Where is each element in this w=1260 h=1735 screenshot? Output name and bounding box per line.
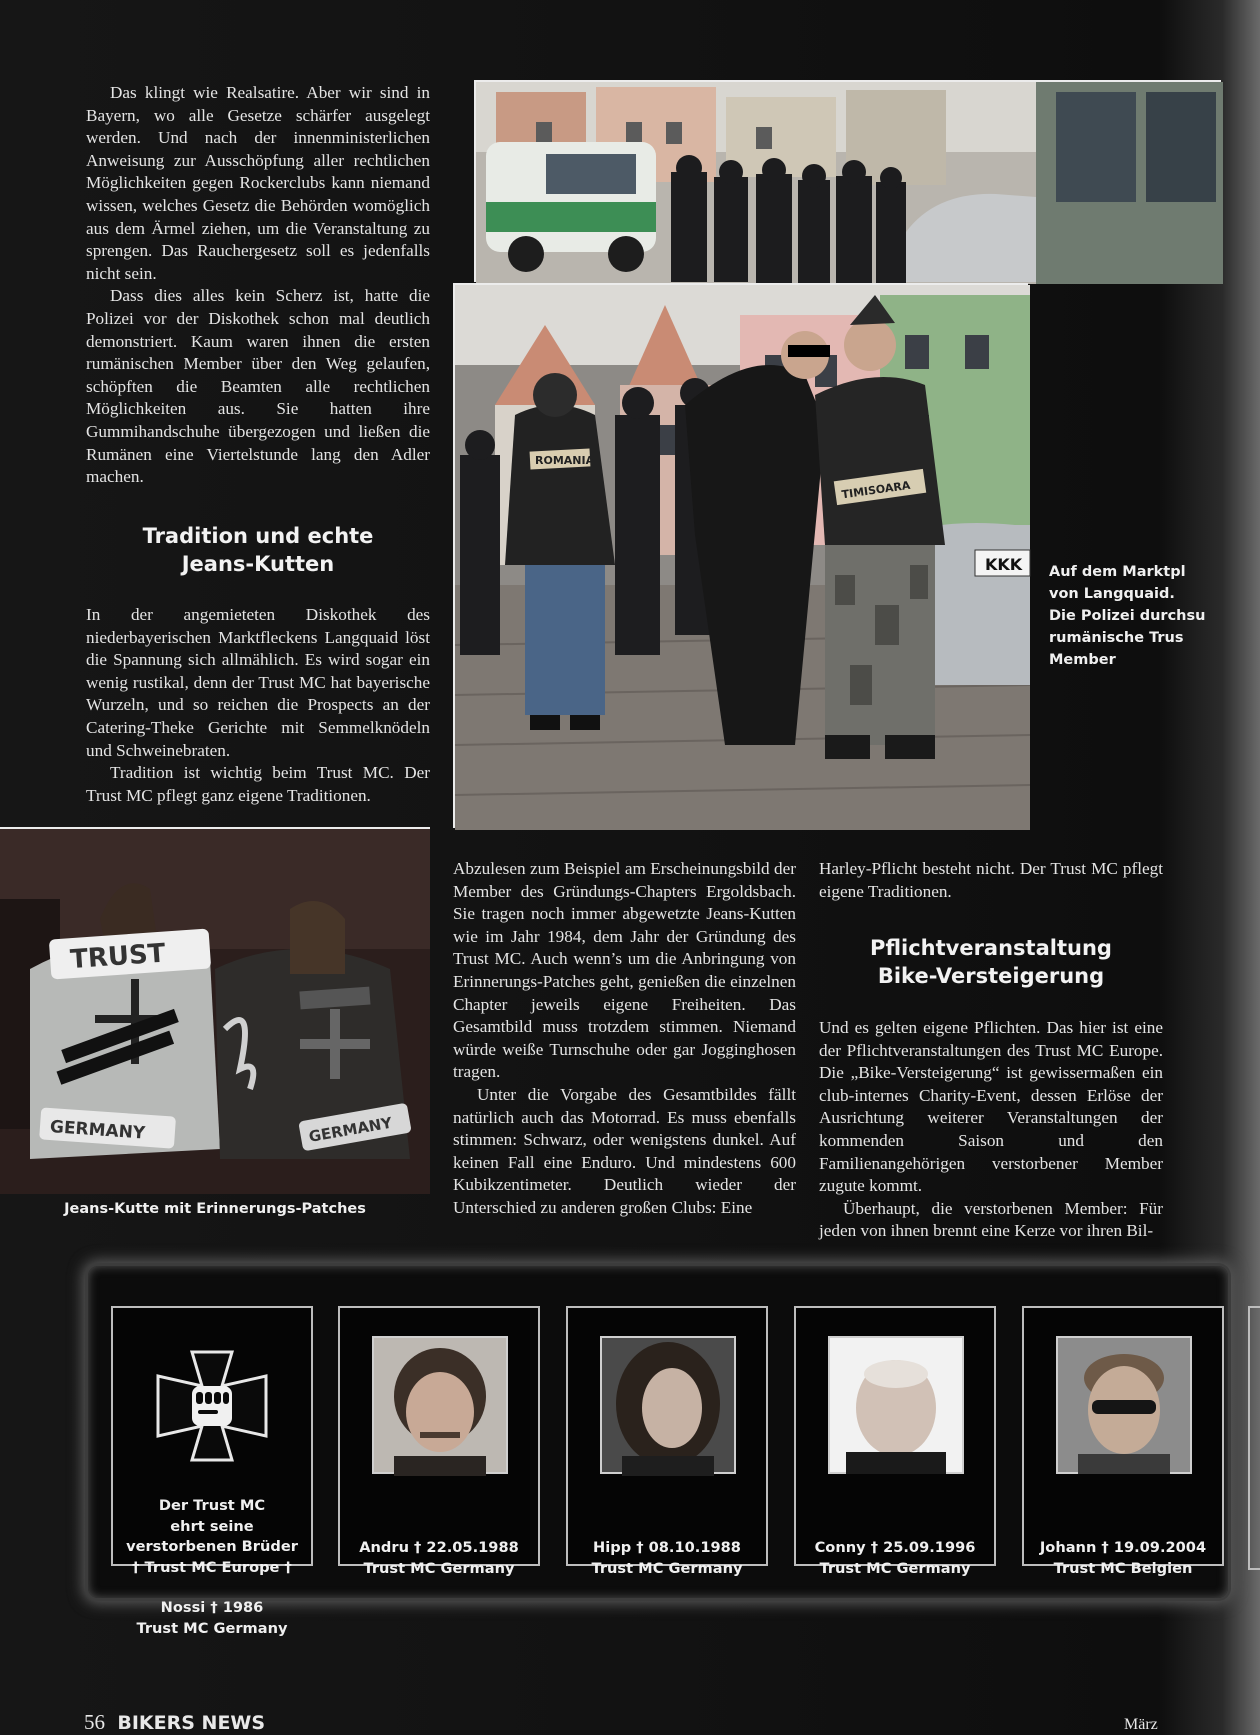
member-portrait — [828, 1336, 964, 1474]
paragraph: Dass dies alles kein Scherz ist, hatte die Polizei vor der Diskothek schon mal deutlich demonstriert. Kaum waren ihnen die ersten rumänischen Member über den Weg gelaufen, schöpften die Beamten alle rechtlichen Möglichkeiten aus. Sie hatten ihre Gummihandschuhe übergezogen und ließen die Rumänen eine Viertelstunde lang den Adler machen. — [86, 286, 430, 487]
license-plate-text: KKK — [985, 555, 1023, 574]
article-column-2 — [453, 858, 796, 1220]
police-photo-caption: Auf dem Marktpl von Langquaid. Die Polizei durchsu rumänische Trus Member — [1049, 564, 1206, 668]
memorial-panel — [88, 1266, 1228, 1637]
member-portrait — [600, 1336, 736, 1474]
memorial-member-text: Hipp † 08.10.1988 Trust MC Germany — [591, 1539, 743, 1577]
article-column-1 — [86, 82, 430, 489]
paragraph: Tradition ist wichtig beim Trust MC. Der Trust MC pflegt ganz eigene Traditionen. — [86, 763, 430, 805]
police-street-photo — [474, 80, 1221, 282]
member-portrait — [372, 1336, 508, 1474]
magazine-name: BIKERS NEWS — [117, 1712, 266, 1734]
kutte-photo-caption: Jeans-Kutte mit Erinnerungs-Patches — [64, 1201, 366, 1217]
memorial-member-text: Andru † 22.05.1988 Trust MC Germany — [359, 1539, 519, 1577]
jeans-kutte-image — [0, 829, 430, 1194]
police-search-image — [455, 285, 1030, 830]
police-street-image — [476, 82, 1223, 284]
page-footer — [84, 1710, 265, 1735]
memorial-card-andru — [338, 1306, 540, 1577]
memorial-card-conny — [794, 1306, 996, 1577]
footer-month: März — [1124, 1716, 1158, 1733]
trust-patch-text: TRUST — [69, 938, 167, 976]
timisoara-patch-text: TIMISOARA — [840, 478, 912, 502]
jeans-kutte-photo — [0, 827, 430, 1192]
germany-patch-text-1: GERMANY — [49, 1117, 146, 1144]
paragraph: Und es gelten eigene Pflichten. Das hier ist eine der Pflichtveranstaltungen des Trust MC Europe. Die „Bike-Versteigerung“ ist gewissermaßen ein club-internes Charity-Event, dessen Erlöse der Ausrichtung weiterer Veranstaltungen der kommenden Saison und den Familienangehörigen verstorbener Member zugute kommt. — [819, 1018, 1163, 1196]
article-column-3 — [819, 858, 1163, 903]
paragraph: Unter die Vorgabe des Gesamtbildes fällt natürlich auch das Motorrad. Es muss ebenfalls stimmen: Schwarz, oder wenigstens dunkel. Auf keinen Fall eine Enduro. Und mindestens 600 Kubikzentimeter. Deutlich wieder der Unterschied zu anderen großen Clubs: Eine — [453, 1084, 796, 1217]
memorial-member-text: Conny † 25.09.1996 Trust MC Germany — [814, 1539, 976, 1577]
member-portrait — [1056, 1336, 1192, 1474]
paragraph: In der angemieteten Diskothek des niederbayerischen Marktfleckens Langquaid löst die Spannung sich allmählich. Es wird sogar ein wenig rustikal, denn der Trust MC hat bayerische Wurzeln, und so reichen die Prospects an der Catering-Theke Gerichte mit Semmelknödeln und Schweinebraten. — [86, 605, 430, 760]
paragraph: Abzulesen zum Beispiel am Erscheinungsbild der Member des Gründungs-Chapters Ergoldsbach. Sie tragen noch immer abgewetzte Jeans-Kutten wie im Jahr 1984, dem Jahr der Gründung des Trust MC. Auch wenn’s um die Anbringung von Erinnerungs-Patches geht, genießen die einzelnen Chapter jeweils eigene Freiheiten. Das Gesamtbild muss trotzdem stimmen. Niemand würde weiße Turnschuhe oder gar Jogginghosen tragen. — [453, 859, 796, 1082]
memorial-intro-text: Der Trust MC ehrt seine verstorbenen Brüder † Trust MC Europe † Nossi † 1986 Trust MC Germany — [126, 1497, 298, 1637]
memorial-card-intro — [111, 1306, 313, 1637]
memorial-card-edge — [1248, 1306, 1260, 1570]
memorial-member-text: Johann † 19.09.2004 Trust MC Belgien — [1039, 1539, 1207, 1577]
section-heading-pflicht: Pflichtveranstaltung Bike-Versteigerung — [870, 936, 1112, 988]
romania-patch-text: ROMANIA — [535, 454, 595, 467]
iron-cross-fist-icon — [152, 1346, 272, 1466]
memorial-card-johann — [1022, 1306, 1224, 1577]
page-number: 56 — [84, 1710, 105, 1734]
paragraph: Harley-Pflicht besteht nicht. Der Trust MC pflegt eigene Traditionen. — [819, 859, 1163, 901]
article-column-1-continued — [86, 604, 430, 807]
paragraph: Das klingt wie Realsatire. Aber wir sind in Bayern, wo alle Gesetze schärfer ausgelegt werden. Und nach der innenministerlichen Anweisung zur Ausschöpfung aller rechtlichen Möglichkeiten gegen Rockerclubs kann niemand wissen, welches Gesetz die Behörden womöglich aus dem Ärmel ziehen, um die Veranstaltung zu sprengen. Das Rauchergesetz soll es jedenfalls nicht sein. — [86, 83, 430, 283]
paragraph: Überhaupt, die verstorbenen Member: Für jeden von ihnen brennt eine Kerze vor ihren Bil- — [819, 1198, 1163, 1241]
section-heading-tradition: Tradition und echte Jeans-Kutten — [142, 524, 374, 576]
police-search-photo — [453, 283, 1028, 828]
germany-patch-text-2: GERMANY — [307, 1113, 394, 1146]
memorial-card-hipp — [566, 1306, 768, 1577]
article-column-3-continued — [819, 1017, 1163, 1243]
